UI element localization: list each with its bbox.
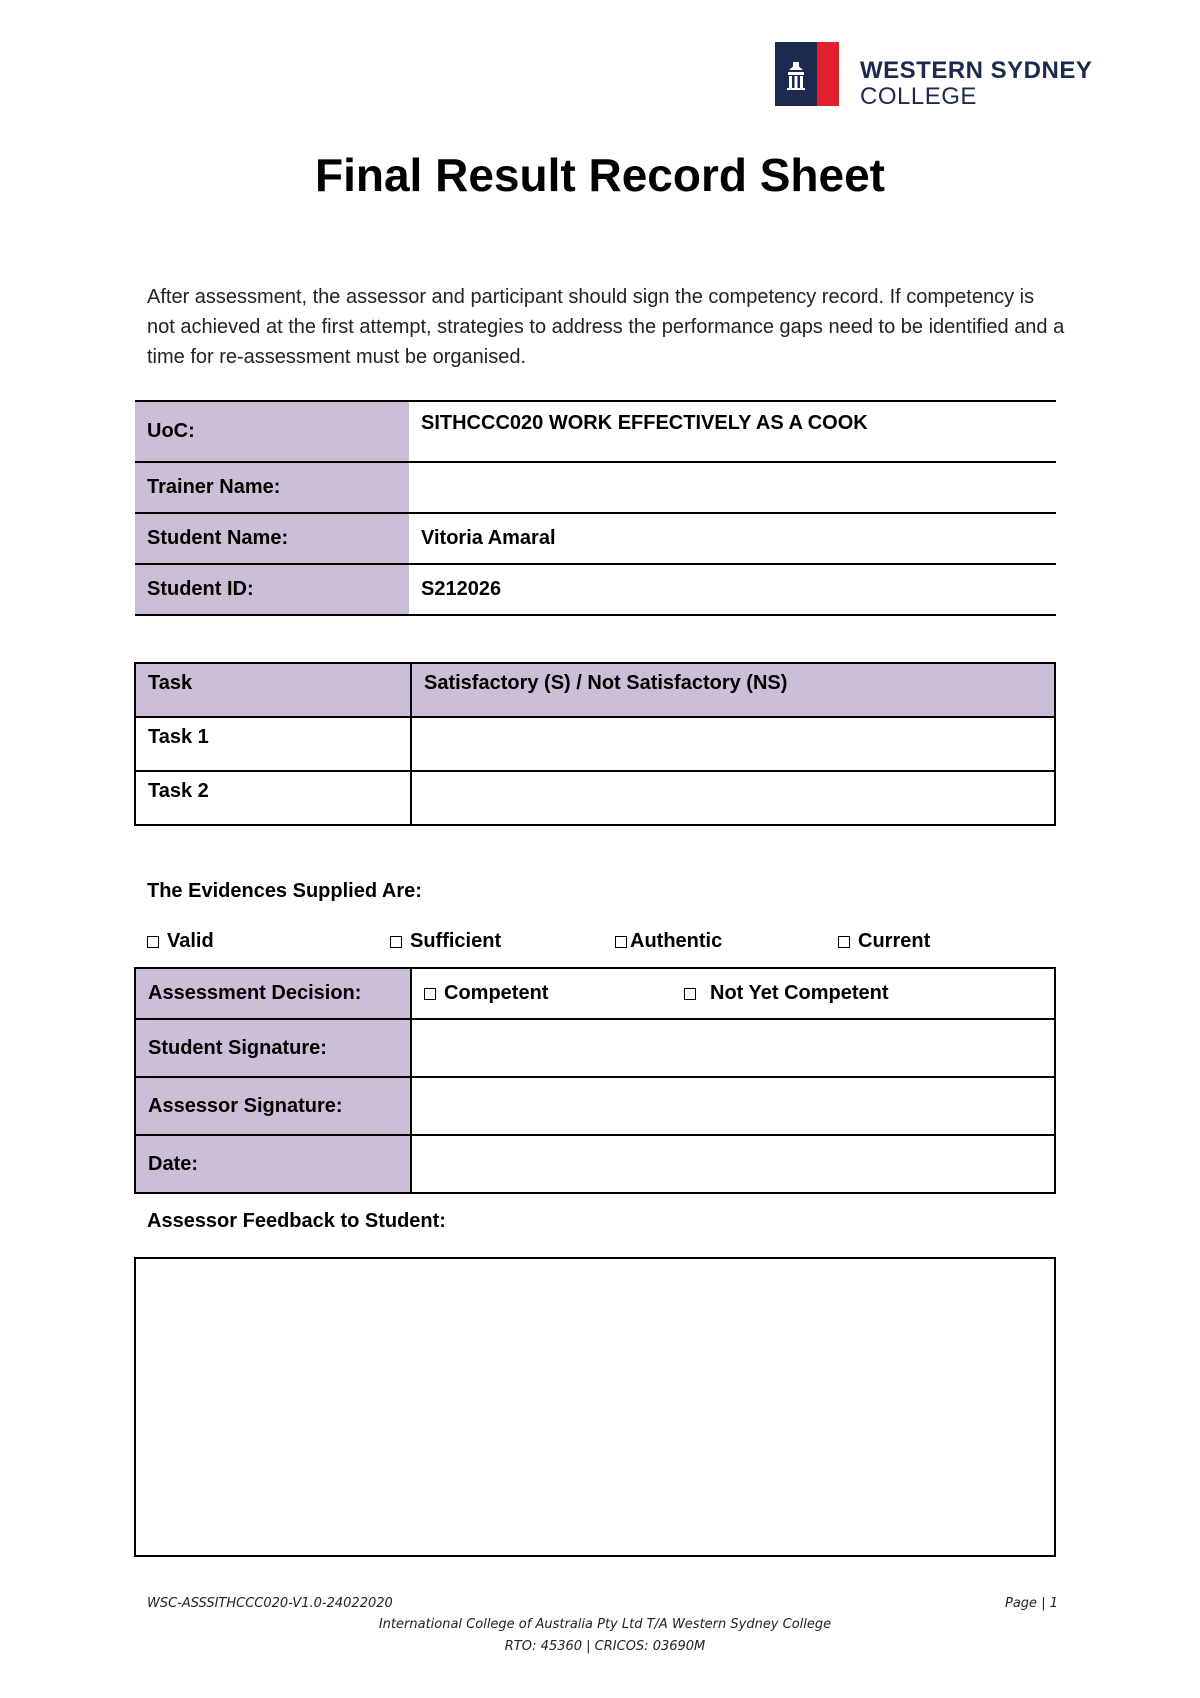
date-field[interactable] (411, 1135, 1055, 1193)
logo-navy-panel (775, 42, 817, 106)
checkbox-icon[interactable] (684, 988, 696, 1000)
competent-option[interactable] (424, 982, 684, 1005)
checkbox-icon[interactable] (390, 936, 402, 948)
trainer-name-label: Trainer Name: (135, 462, 409, 513)
student-signature-field[interactable] (411, 1019, 1055, 1077)
logo-line-2: COLLEGE (860, 83, 977, 110)
student-name-label: Student Name: (135, 513, 409, 564)
assessment-decision-options (411, 968, 1055, 1019)
student-info-table (135, 400, 1056, 616)
not-yet-competent-label: Not Yet Competent (710, 982, 889, 1004)
result-header: Satisfactory (S) / Not Satisfactory (NS) (411, 663, 1055, 717)
not-yet-competent-option[interactable] (684, 982, 889, 1005)
checkbox-icon[interactable] (147, 936, 159, 948)
uoc-value: SITHCCC020 WORK EFFECTIVELY AS A COOK (409, 401, 1056, 462)
evidence-option-sufficient[interactable] (390, 930, 501, 953)
logo-red-panel (817, 42, 839, 106)
evidence-label: The Evidences Supplied Are: (147, 880, 422, 902)
evidence-option-label: Authentic (630, 930, 723, 952)
college-logo-text (860, 58, 1092, 110)
footer-doc-code: WSC-ASSSITHCCC020-V1.0-24022020 (147, 1596, 393, 1611)
intro-paragraph: After assessment, the assessor and participant should sign the competency record. If competency is not achieved at the first attempt, strategies to address the performance gaps need to be identified and a time for re-assessment must be organised. (147, 286, 1065, 368)
feedback-label: Assessor Feedback to Student: (147, 1210, 446, 1232)
date-label: Date: (135, 1135, 411, 1193)
student-name-value[interactable]: Vitoria Amaral (409, 513, 1056, 564)
building-icon (775, 42, 817, 106)
evidence-option-authentic[interactable] (615, 930, 722, 953)
assessor-signature-label: Assessor Signature: (135, 1077, 411, 1135)
logo-line-1: WESTERN SYDNEY (860, 57, 1093, 84)
footer-rto-line: RTO: 45360 | CRICOS: 03690M (504, 1639, 706, 1654)
page-title: Final Result Record Sheet (314, 149, 885, 201)
evidence-option-valid[interactable] (147, 930, 214, 953)
student-id-label: Student ID: (135, 564, 409, 615)
college-logo-mark (775, 42, 839, 106)
footer-company-line: International College of Australia Pty Ltd T/A Western Sydney College (378, 1617, 832, 1632)
evidence-option-label: Current (858, 930, 931, 952)
checkbox-icon[interactable] (424, 988, 436, 1000)
student-id-value[interactable]: S212026 (409, 564, 1056, 615)
task-row-label: Task 1 (135, 717, 411, 771)
checkbox-icon[interactable] (838, 936, 850, 948)
uoc-label: UoC: (135, 401, 409, 462)
assessment-decision-label: Assessment Decision: (135, 968, 411, 1019)
task-row-label: Task 2 (135, 771, 411, 825)
student-signature-label: Student Signature: (135, 1019, 411, 1077)
feedback-textarea[interactable] (134, 1257, 1056, 1557)
assessment-decision-table (134, 967, 1056, 1194)
checkbox-icon[interactable] (615, 936, 627, 948)
task-header: Task (135, 663, 411, 717)
task-row-result[interactable] (411, 771, 1055, 825)
task-row-result[interactable] (411, 717, 1055, 771)
trainer-name-value[interactable] (409, 462, 1056, 513)
competent-label: Competent (444, 982, 549, 1004)
evidence-option-label: Valid (167, 930, 214, 952)
footer-page-number: Page | 1 (1005, 1596, 1058, 1611)
assessor-signature-field[interactable] (411, 1077, 1055, 1135)
task-results-table (134, 662, 1056, 826)
evidence-option-current[interactable] (838, 930, 930, 953)
evidence-option-label: Sufficient (410, 930, 502, 952)
